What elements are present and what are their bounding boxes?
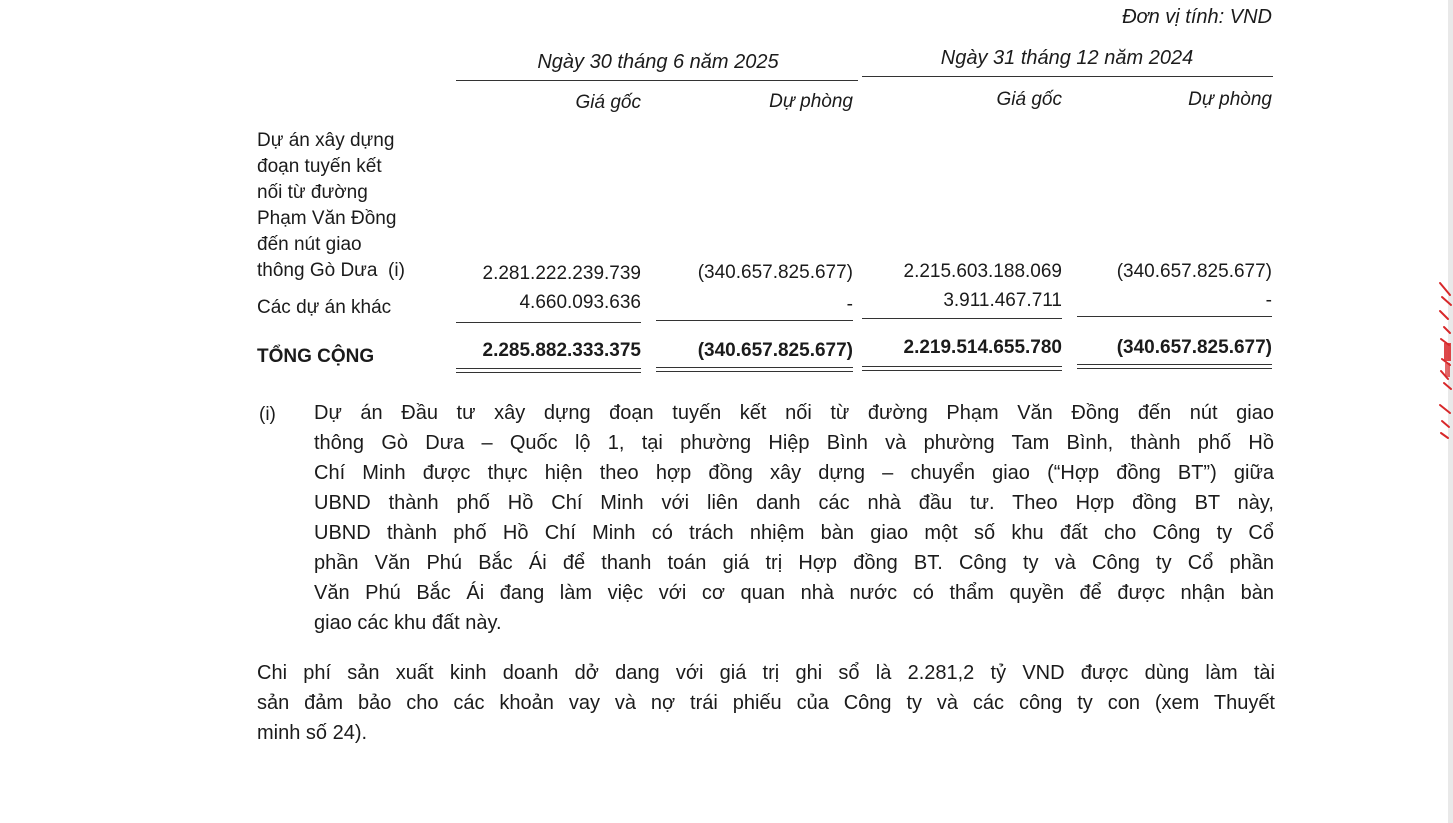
period-2024-rule — [862, 76, 1273, 77]
row-label-line: đến nút giao — [257, 234, 362, 255]
row-label-other-projects: Các dự án khác — [257, 297, 392, 318]
footnote-marker: (i) — [259, 404, 276, 425]
period-header-2025: Ngày 30 tháng 6 năm 2025 — [537, 51, 779, 73]
subtotal-rule — [862, 318, 1062, 319]
cell-value: - — [1265, 290, 1272, 311]
footnote-line: UBND thành phố Hồ Chí Minh có trách nhiệm bàn giao một số khu đất cho Công ty Cổ — [314, 522, 1274, 544]
cell-value: (340.657.825.677) — [697, 262, 853, 283]
subtotal-rule — [656, 320, 853, 321]
total-double-rule — [656, 367, 853, 372]
footnote-line: thông Gò Dưa – Quốc lộ 1, tại phường Hiệp Bình và phường Tam Bình, thành phố Hồ — [314, 432, 1274, 454]
footnote-line: phần Văn Phú Bắc Ái để thanh toán giá trị Hợp đồng BT. Công ty và Công ty Cổ phần — [314, 552, 1274, 574]
cell-value: (340.657.825.677) — [1116, 261, 1272, 282]
total-value: (340.657.825.677) — [697, 340, 853, 361]
cell-value: 2.215.603.188.069 — [903, 261, 1062, 282]
cell-value: 4.660.093.636 — [519, 292, 641, 313]
column-header-provision-2024: Dự phòng — [1188, 89, 1272, 110]
paragraph-line: Chi phí sản xuất kinh doanh dở dang với giá trị ghi sổ là 2.281,2 tỷ VND được dùng làm tài — [257, 662, 1275, 684]
row-label-line: Phạm Văn Đồng — [257, 208, 397, 229]
footnote-line: Dự án Đầu tư xây dựng đoạn tuyến kết nối từ đường Phạm Văn Đồng đến nút giao — [314, 402, 1274, 424]
total-double-rule — [862, 366, 1062, 371]
total-double-rule — [1077, 364, 1272, 369]
total-value: 2.285.882.333.375 — [482, 340, 641, 361]
cell-value: - — [846, 294, 853, 315]
period-2025-rule — [456, 80, 858, 81]
footnote-line: UBND thành phố Hồ Chí Minh với liên danh các nhà đầu tư. Theo Hợp đồng BT này, — [314, 492, 1274, 514]
total-double-rule — [456, 368, 641, 373]
footnote-line: Chí Minh được thực hiện theo hợp đồng xây dựng – chuyển giao (“Hợp đồng BT”) giữa — [314, 462, 1274, 484]
paragraph-line: minh số 24). — [257, 722, 368, 744]
row-label-line: Dự án xây dựng — [257, 130, 395, 151]
red-stamp-fragment — [1436, 275, 1453, 440]
row-label-line: đoạn tuyến kết — [257, 156, 382, 177]
row-label-line: nối từ đường — [257, 182, 368, 203]
period-header-2024: Ngày 31 tháng 12 năm 2024 — [940, 47, 1194, 69]
unit-label: Đơn vị tính: VND — [1122, 6, 1272, 28]
collateral-paragraph — [257, 658, 1275, 748]
footnote-text — [314, 398, 1274, 638]
column-header-cost-2025: Giá gốc — [575, 92, 641, 113]
subtotal-rule — [456, 322, 641, 323]
total-value: 2.219.514.655.780 — [903, 337, 1062, 358]
subtotal-rule — [1077, 316, 1272, 317]
footnote-line: giao các khu đất này. — [314, 612, 502, 634]
paragraph-line: sản đảm bảo cho các khoản vay và nợ trái phiếu của Công ty và các công ty con (xem Thuyết — [257, 692, 1275, 714]
row-label-line: thông Gò Dưa (i) — [257, 260, 405, 281]
footnote-line: Văn Phú Bắc Ái đang làm việc với cơ quan nhà nước có thẩm quyền để được nhận bàn — [314, 582, 1274, 604]
row-label-go-dua-project — [257, 128, 457, 284]
total-label: TỔNG CỘNG — [257, 346, 375, 367]
cell-value: 2.281.222.239.739 — [482, 263, 641, 284]
column-header-cost-2024: Giá gốc — [996, 89, 1062, 110]
column-header-provision-2025: Dự phòng — [769, 91, 853, 112]
total-value: (340.657.825.677) — [1116, 337, 1272, 358]
cell-value: 3.911.467.711 — [943, 290, 1062, 311]
